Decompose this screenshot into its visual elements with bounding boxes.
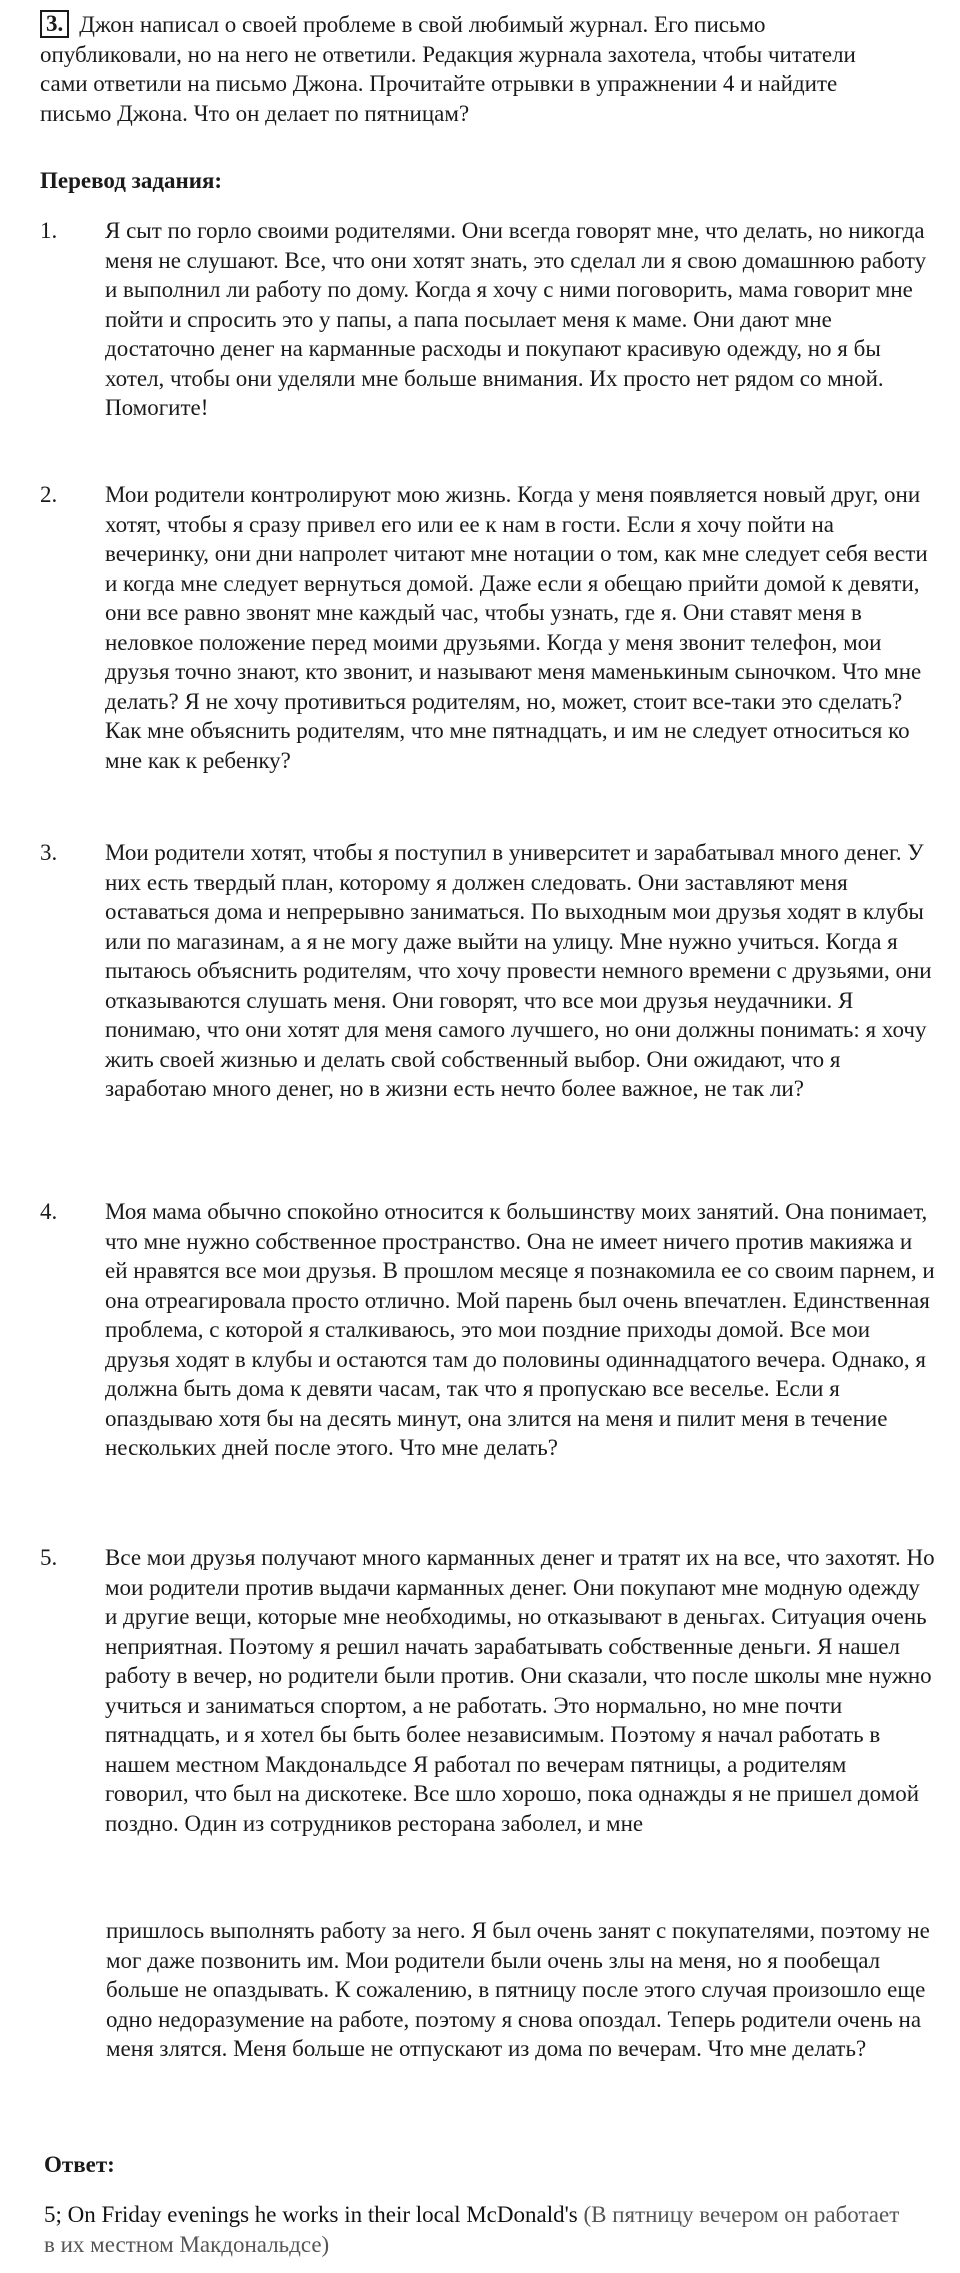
translation-heading: Перевод задания: [40, 168, 223, 193]
list-item-number: 5. [40, 1545, 58, 1570]
list-item-number: 4. [40, 1199, 58, 1224]
answer-english: 5; On Friday evenings he works in their local McDonald's [44, 2202, 578, 2227]
list-item-text: Все мои друзья получают много карманных денег и тратят их на все, что захотят. Но мои родители против выдачи карманных денег. Они покупают мне модную одежду и другие вещи, которые мне необходимы, но отказывают в деньгах. Ситуация очень неприятная. Поэтому я решил начать зарабатывать собственные деньги. Я нашел работу в вечер, но родители были против. Они сказали, что после школы мне нужно учиться и заниматься спортом, а не работать. Это нормально, но мне почти пятнадцать, и я хотел бы быть более независимым. Поэтому я начал работать в нашем местном Макдональдсе Я работал по вечерам пятницы, а родителям говорил, что был на дискотеке. Все шло хорошо, пока однажды я не пришел домой поздно. Один из сотрудников ресторана заболел, и мне [105, 1545, 935, 1836]
item-5-continuation: пришлось выполнять работу за него. Я был очень занят с покупателями, поэтому не мог даже позвонить им. Мои родители были очень злы на меня, но я пообещал больше не опаздывать. К сожалению, в пятницу после этого случая произошло еще одно недоразумение на работе, поэтому я снова опоздал. Теперь родители очень на меня злятся. Меня больше не отпускают из дома по вечерам. Что мне делать? [106, 1918, 930, 2061]
list-item-number: 1. [40, 218, 58, 243]
list-item-text: Мои родители контролируют мою жизнь. Когда у меня появляется новый друг, они хотят, чтобы я сразу привел его или ее к нам в гости. Если я хочу пойти на вечеринку, они дни напролет читают мне нотации о том, как мне следует себя вести и когда мне следует вернуться домой. Даже если я обещаю прийти домой к девяти, они все равно звонят мне каждый час, чтобы узнать, где я. Они ставят меня в неловкое положение перед моими друзьями. Когда у меня звонит телефон, мои друзья точно знают, кто звонит, и называют меня маменькиным сыночком. Что мне делать? Я не хочу противиться родителям, но, может, стоит все-таки это сделать? Как мне объяснить родителям, что мне пятнадцать, и им не следует относиться ко мне как к ребенку? [105, 482, 928, 773]
list-item-text: Я сыт по горло своими родителями. Они всегда говорят мне, что делать, но никогда меня не слушают. Все, что они хотят знать, это сделал ли я свою домашнюю работу и выполнил ли работу по дому. Когда я хочу с ними поговорить, мама говорит мне пойти и спросить это у папы, а папа посылает меня к маме. Они дают мне достаточно денег на карманные расходы и покупают красивую одежду, но я бы хотел, чтобы они уделяли мне больше внимания. Их просто нет рядом со мной. Помогите! [105, 218, 927, 420]
task-number-box: 3. [40, 10, 69, 38]
answer-heading: Ответ: [44, 2152, 115, 2177]
answer-text [44, 2200, 904, 2259]
list-item-text: Мои родители хотят, чтобы я поступил в университет и зарабатывал много денег. У них есть твердый план, которому я должен следовать. Они заставляют меня оставаться дома и непрерывно заниматься. По выходным мои друзья ходят в клубы или по магазинам, а я не могу даже выйти на улицу. Мне нужно учиться. Когда я пытаюсь объяснить родителям, что хочу провести немного времени с друзьями, они отказываются слушать меня. Они говорят, что все мои друзья неудачники. Я понимаю, что они хотят для меня самого лучшего, но они должны понимать: я хочу жить своей жизнью и делать свой собственный выбор. Они ожидают, что я заработаю много денег, но в жизни есть нечто более важное, не так ли? [105, 840, 932, 1101]
list-item-number: 3. [40, 840, 58, 865]
list-item-text: Моя мама обычно спокойно относится к большинству моих занятий. Она понимает, что мне нужно собственное пространство. Она не имеет ничего против макияжа и ей нравятся все мои друзья. В прошлом месяце я познакомила ее со своим парнем, и она отреагировала просто отлично. Мой парень был очень впечатлен. Единственная проблема, с которой я сталкиваюсь, это мои поздние приходы домой. Все мои друзья ходят в клубы и остаются там до половины одиннадцатого вечера. Однако, я должна быть дома к девяти часам, так что я пропускаю все веселье. Если я опаздываю хотя бы на десять минут, она злится на меня и пилит меня в течение нескольких дней после этого. Что мне делать? [105, 1199, 935, 1460]
task-statement [40, 10, 900, 128]
task-text: Джон написал о своей проблеме в свой любимый журнал. Его письмо опубликовали, но на него не ответили. Редакция журнала захотела, чтобы читатели сами ответили на письмо Джона. Прочитайте отрывки в упражнении 4 и найдите письмо Джона. Что он делает по пятницам? [40, 12, 856, 126]
list-item-number: 2. [40, 482, 58, 507]
answer-russian: (В пятницу вечером он работает в их местном Макдональдсе) [44, 2202, 900, 2257]
